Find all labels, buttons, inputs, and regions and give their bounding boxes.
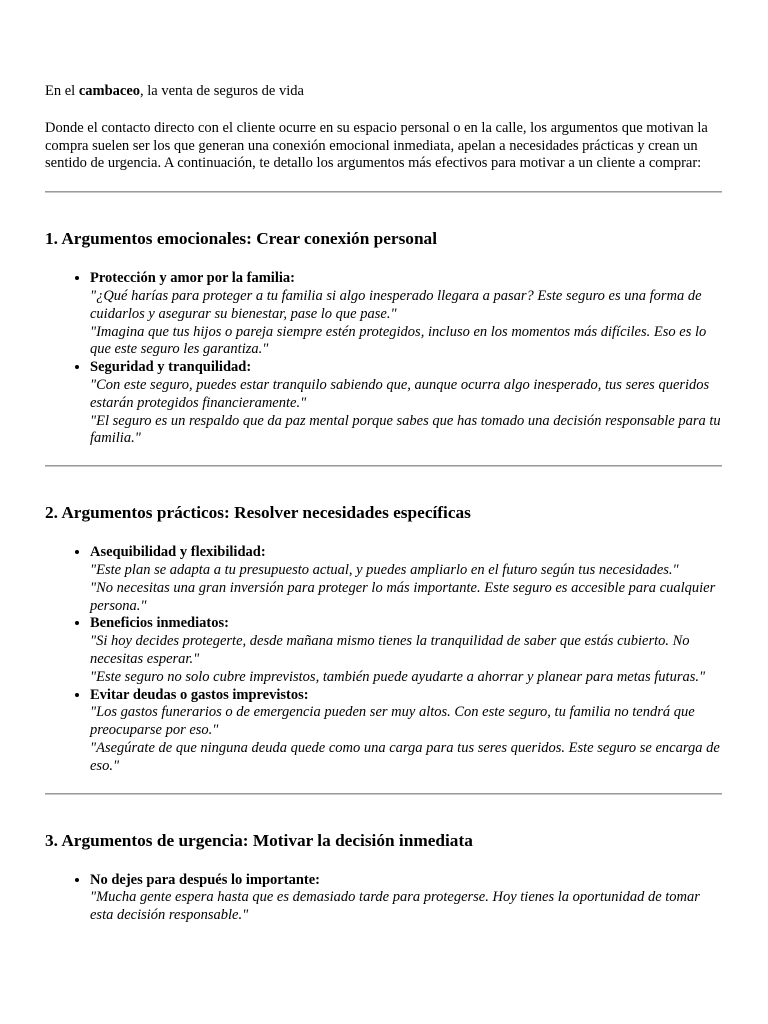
item-title: Asequibilidad y flexibilidad: [90, 544, 266, 561]
section-heading: 1. Argumentos emocionales: Crear conexión personal [45, 229, 437, 249]
item-quote: "El seguro es un respaldo que da paz mental porque sabes que has tomado una decisión responsable para tu familia." [90, 412, 721, 447]
section-divider [45, 465, 722, 467]
item-quote: "Este seguro no solo cubre imprevistos, también puede ayudarte a ahorrar y planear para metas futuras." [90, 668, 706, 685]
item-quote: "Asegúrate de que ninguna deuda quede como una carga para tus seres queridos. Este seguro se encarga de eso." [90, 739, 720, 774]
item-title: Beneficios inmediatos: [90, 615, 229, 632]
section-heading: 3. Argumentos de urgencia: Motivar la decisión inmediata [45, 830, 473, 850]
list-item [90, 359, 722, 448]
list-item [90, 872, 722, 925]
argument-list [45, 270, 722, 448]
sections-container [45, 191, 722, 925]
intro-paragraph: Donde el contacto directo con el cliente ocurre en su espacio personal o en la calle, los argumentos que motivan la compra suelen ser los que generan una conexión emocional inmediata, apelan a necesidades prácticas y crean un sentido de urgencia. A continuación, te detallo los argumentos más efectivos para motivar a un cliente a comprar: [45, 119, 708, 172]
intro-line-prefix: En el [45, 83, 79, 99]
list-item [90, 687, 722, 776]
list-item [90, 615, 722, 686]
argument-list [45, 544, 722, 775]
item-quote: "Imagina que tus hijos o pareja siempre estén protegidos, incluso en los momentos más difíciles. Eso es lo que este seguro les garantiza." [90, 323, 707, 358]
section-divider [45, 793, 722, 795]
item-quote: "Este plan se adapta a tu presupuesto actual, y puedes ampliarlo en el futuro según tus necesidades." [90, 561, 679, 578]
item-quote: "Los gastos funerarios o de emergencia pueden ser muy altos. Con este seguro, tu familia no tendrá que preocuparse por eso." [90, 704, 695, 739]
list-item [90, 544, 722, 615]
item-quote: "Si hoy decides protegerte, desde mañana mismo tienes la tranquilidad de saber que estás cubierto. No necesitas esperar." [90, 633, 690, 667]
intro-line [45, 83, 722, 101]
item-quote: "Con este seguro, puedes estar tranquilo sabiendo que, aunque ocurra algo inesperado, tus seres queridos estarán protegidos financieramente." [90, 376, 710, 411]
item-quote: "Mucha gente espera hasta que es demasiado tarde para protegerse. Hoy tienes la oportunidad de tomar esta decisión responsable." [90, 889, 700, 924]
intro-line-bold: cambaceo [78, 83, 141, 99]
item-title: No dejes para después lo importante: [90, 871, 320, 888]
list-item [90, 270, 722, 359]
section-heading: 2. Argumentos prácticos: Resolver necesidades específicas [45, 503, 471, 523]
argument-list [45, 872, 722, 925]
item-quote: "¿Qué harías para proteger a tu familia si algo inesperado llegara a pasar? Este seguro es una forma de cuidarlos y asegurar su bienestar, pase lo que pase." [90, 287, 702, 322]
item-title: Seguridad y tranquilidad: [90, 359, 252, 376]
item-quote: "No necesitas una gran inversión para proteger lo más importante. Este seguro es accesible para cualquier persona." [90, 579, 716, 614]
section-divider [45, 191, 722, 193]
item-title: Protección y amor por la familia: [90, 270, 295, 287]
item-title: Evitar deudas o gastos imprevistos: [90, 686, 309, 703]
intro-line-suffix: , la venta de seguros de vida [140, 83, 304, 99]
